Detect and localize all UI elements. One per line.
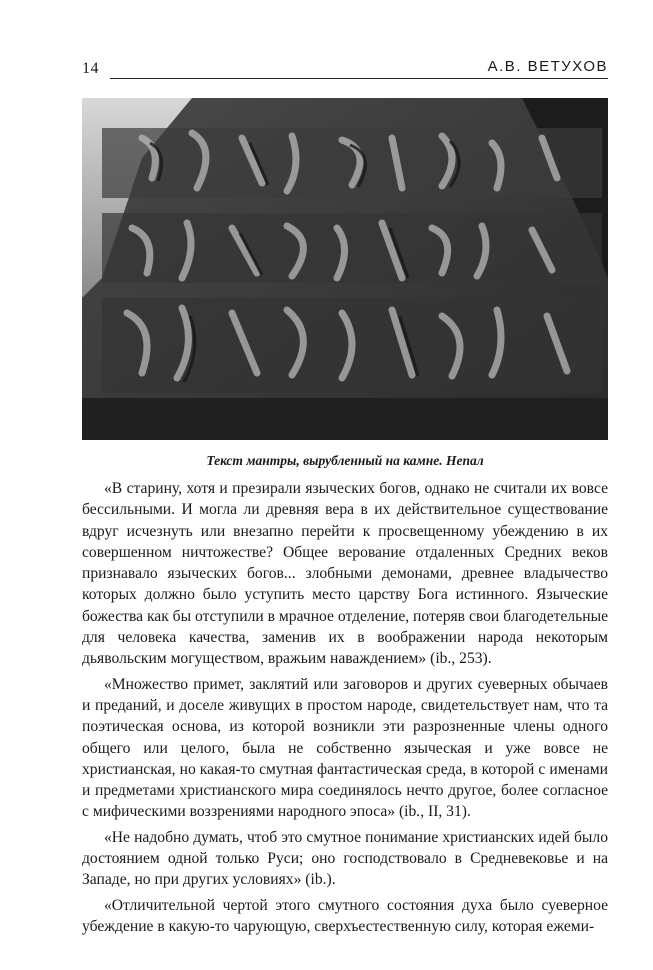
stone-mantra-photo: [82, 98, 608, 440]
paragraph: «Не надобно думать, чтоб это смутное понимание христианских идей было достоянием одной только Руси; оно господствовало в Средневековье и на Западе, но при других условиях» (ib.).: [82, 828, 608, 889]
paragraph: «Множество примет, заклятий или заговоров и других суеверных обычаев и преданий, и доселе живущих в простом народе, свидетельствует нам, что та поэтическая основа, из которой возникли эти разрозненные члены одного общего или целого, была не собственно языческая и уже вовсе не христианская, но какая-то смутная фантастическая среда, в которой с именами и предметами христианского мира соединялось нечто другое, более согласное с мифическими воззрениями народного эпоса» (ib., II, 31).: [82, 675, 608, 821]
running-header: [82, 60, 608, 82]
running-head-author: А.В. ВЕТУХОВ: [487, 58, 608, 75]
body-text: [82, 478, 608, 941]
paragraph: «Отличительной чертой этого смутного состояния духа было суеверное убеждение в какую-то чарующую, сверхъестественную силу, которая ежеми-: [82, 896, 608, 935]
figure-caption: Текст мантры, вырубленный на камне. Непал: [206, 453, 484, 468]
header-rule: [110, 78, 608, 79]
carved-stone-image: [82, 98, 608, 440]
page-number: 14: [82, 60, 99, 77]
paragraph: «В старину, хотя и презирали языческих богов, однако не считали их вовсе бессильными. И могла ли древняя вера в их действительное существование вдруг исчезнуть или внезапно перейти к просвещенному убеждению в их совершенном ничтожестве? Общее верование отдаленных Средних веков признавало языческих богов... злобными демонами, древнее владычество которых должно было уступить место царству Бога истинного. Языческие божества как бы отступили в мрачное отделение, потеряв свои благодетельные для человека качества, заменив их в воображении народа некоторым дьявольским могуществом, вражьим наваждением» (ib., 253).: [82, 480, 608, 668]
